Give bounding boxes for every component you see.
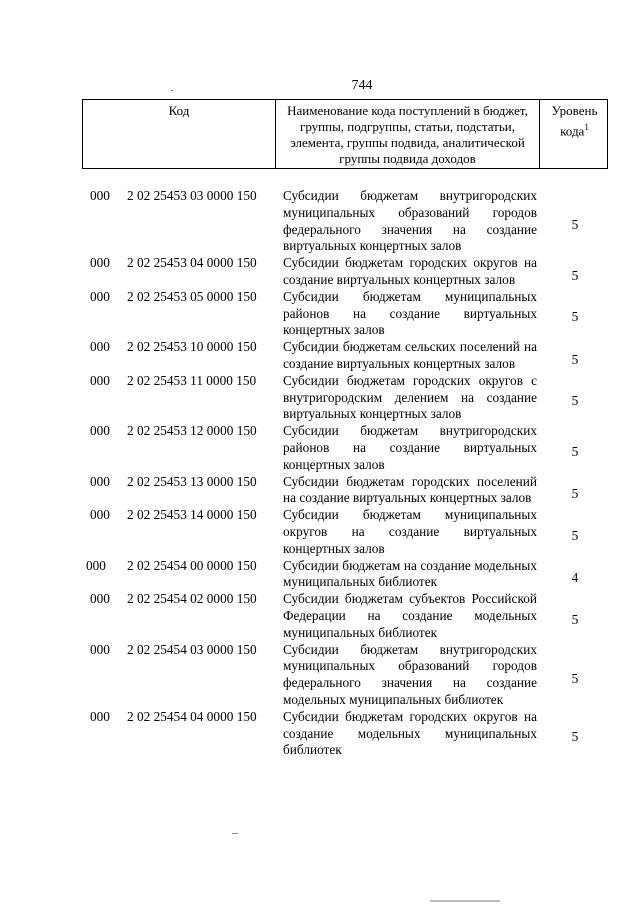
admin-code: 000 [90, 423, 110, 439]
header-name: Наименование кода поступлений в бюджет, группы, подгруппы, статьи, подстатьи, элемента, группы подвида, аналитической группы подвида доходов [276, 100, 540, 168]
table-row [0, 339, 640, 373]
table-row [0, 642, 640, 709]
income-name: Субсидии бюджетам городских округов на создание виртуальных концертных залов [283, 255, 537, 287]
income-name: Субсидии бюджетам городских округов с внутригородским делением на создание виртуальных концертных залов [283, 372, 537, 422]
income-code: 2 02 25453 04 0000 150 [127, 255, 257, 271]
scan-mark [232, 833, 238, 834]
income-code: 2 02 25453 10 0000 150 [127, 339, 257, 355]
table-row [0, 591, 640, 641]
admin-code: 000 [90, 372, 110, 388]
income-code: 2 02 25453 05 0000 150 [127, 288, 257, 304]
table-row [0, 255, 640, 289]
admin-code: 000 [86, 557, 106, 573]
header-code: Код [83, 100, 276, 168]
admin-code: 000 [90, 339, 110, 355]
table-row [0, 373, 640, 423]
income-code: 2 02 25453 11 0000 150 [127, 372, 257, 388]
header-level-footnote: 1 [584, 122, 589, 132]
header-level [540, 100, 609, 168]
income-name: Субсидии бюджетам сельских поселений на создание виртуальных концертных залов [283, 339, 537, 371]
table-row [0, 423, 640, 473]
code-level: 5 [571, 309, 579, 325]
table-row [0, 188, 640, 255]
admin-code: 000 [90, 591, 110, 607]
admin-code: 000 [90, 641, 110, 657]
income-name: Субсидии бюджетам муниципальных округов на создание виртуальных концертных залов [283, 507, 537, 556]
income-name: Субсидии бюджетам городских округов на создание модельных муниципальных библиотек [283, 708, 537, 758]
code-level: 5 [571, 486, 579, 502]
income-code: 2 02 25453 14 0000 150 [127, 507, 257, 523]
income-name: Субсидии бюджетам внутригородских муниципальных образований городов федерального значения на создание модельных муниципальных библиотек [283, 641, 537, 707]
income-name: Субсидии бюджетам на создание модельных муниципальных библиотек [283, 557, 537, 590]
table-row [0, 507, 640, 557]
income-code: 2 02 25453 03 0000 150 [127, 188, 257, 203]
admin-code: 000 [90, 708, 110, 724]
table-header [82, 99, 608, 169]
code-level: 5 [571, 729, 579, 745]
income-code: 2 02 25453 13 0000 150 [127, 473, 257, 489]
code-level: 4 [571, 570, 579, 586]
code-level: 5 [571, 351, 579, 367]
code-level: 5 [571, 527, 579, 543]
header-level-label: Уровень кода [551, 103, 598, 139]
code-level: 5 [571, 670, 579, 686]
table-row [0, 289, 640, 339]
admin-code: 000 [90, 188, 110, 203]
income-code: 2 02 25454 04 0000 150 [127, 708, 257, 724]
income-code: 2 02 25454 03 0000 150 [127, 641, 257, 657]
page-number: 744 [351, 78, 373, 93]
code-level: 5 [571, 267, 579, 283]
income-code: 2 02 25453 12 0000 150 [127, 423, 257, 439]
table-row [0, 709, 640, 759]
income-name: Субсидии бюджетам городских поселений на создание виртуальных концертных залов [283, 473, 537, 506]
table-row [0, 558, 640, 592]
admin-code: 000 [90, 507, 110, 523]
income-name: Субсидии бюджетам муниципальных районов на создание виртуальных концертных залов [283, 288, 537, 338]
income-code: 2 02 25454 02 0000 150 [127, 591, 257, 607]
table-row [0, 474, 640, 508]
admin-code: 000 [90, 473, 110, 489]
code-level: 5 [571, 217, 579, 232]
code-level: 5 [571, 393, 579, 409]
income-code: 2 02 25454 00 0000 150 [127, 557, 257, 573]
income-name: Субсидии бюджетам субъектов Российской Федерации на создание модельных муниципальных библиотек [283, 591, 537, 640]
income-name: Субсидии бюджетам внутригородских районов на создание виртуальных концертных залов [283, 423, 537, 472]
table-body [0, 188, 640, 759]
admin-code: 000 [90, 288, 110, 304]
scan-mark [430, 900, 500, 902]
code-level: 5 [571, 611, 579, 627]
code-level: 5 [571, 443, 579, 459]
admin-code: 000 [90, 255, 110, 271]
income-name: Субсидии бюджетам внутригородских муниципальных образований городов федерального значения на создание виртуальных концертных залов [283, 188, 537, 254]
